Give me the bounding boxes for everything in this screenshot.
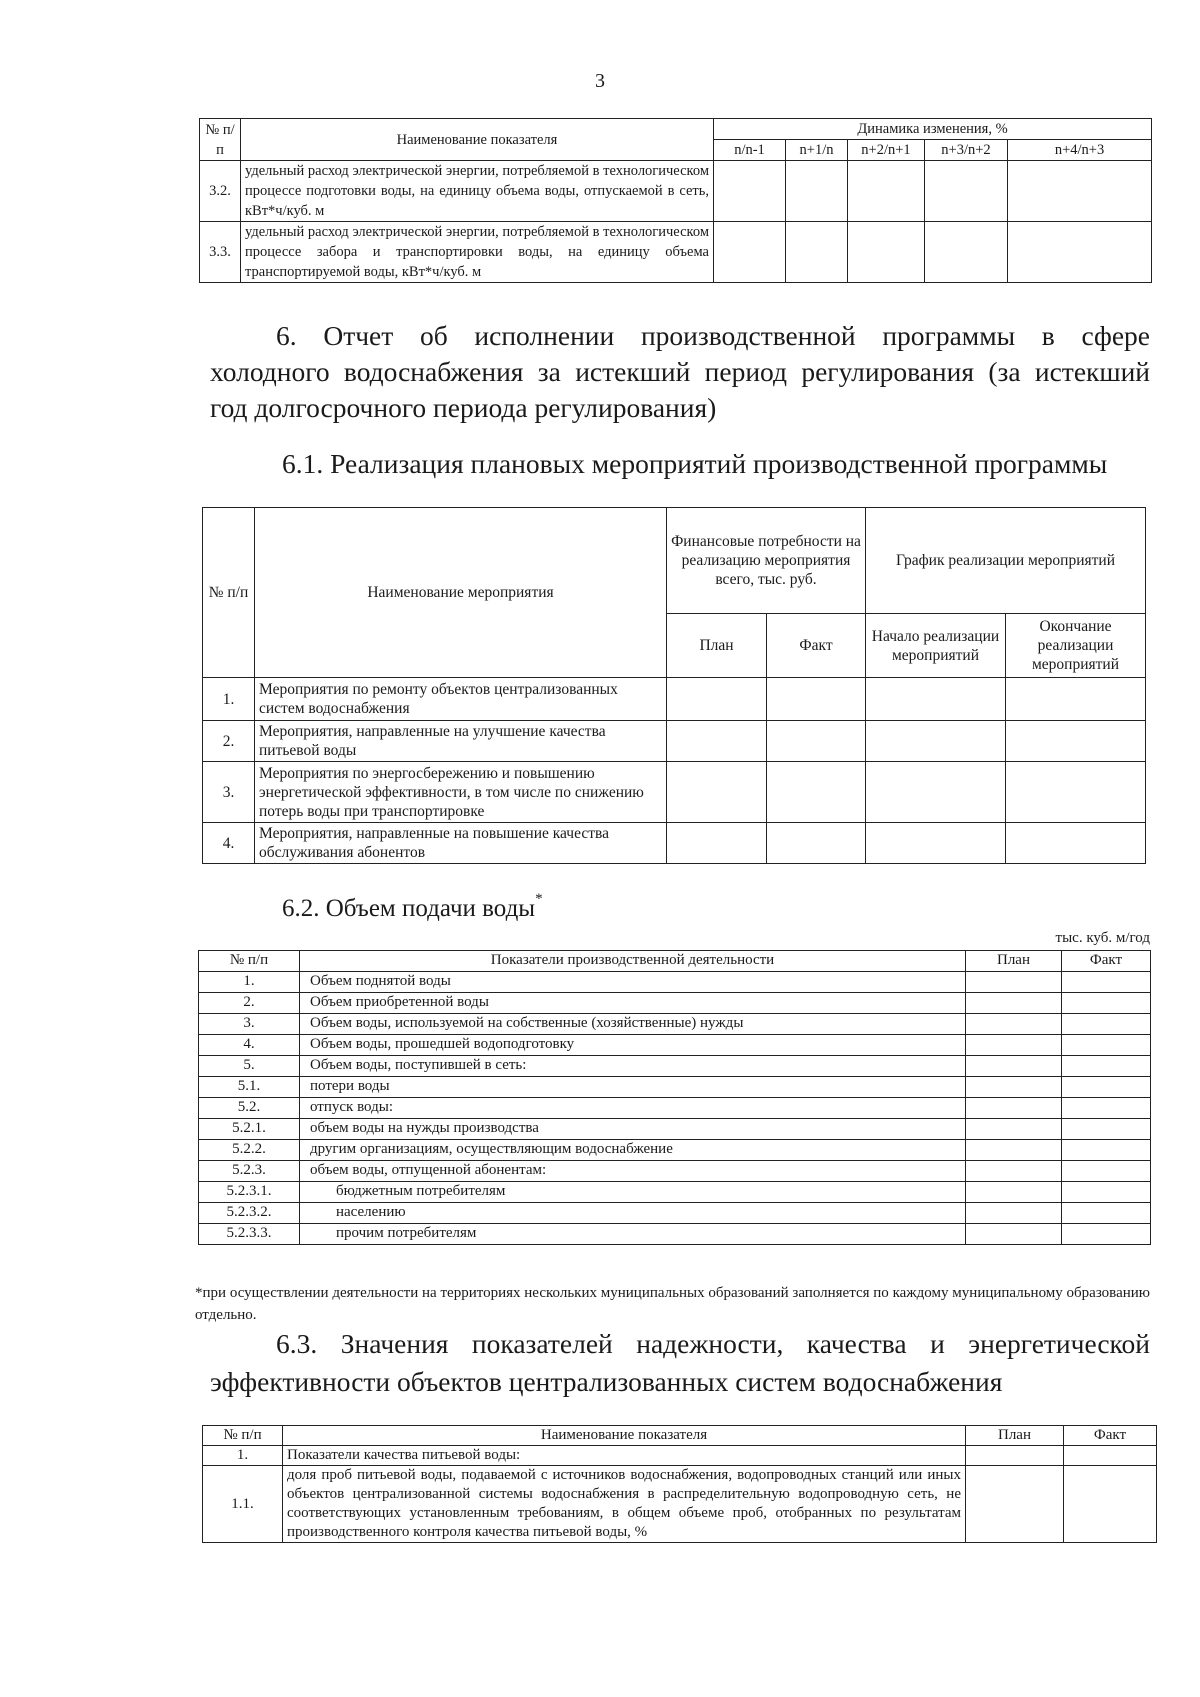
row-name: Мероприятия, направленные на повышение качества обслуживания абонентов bbox=[255, 823, 667, 864]
table-row bbox=[199, 1161, 1151, 1182]
table-row bbox=[203, 1446, 1157, 1466]
value-cell bbox=[966, 1098, 1062, 1119]
row-number: 5.2.3.2. bbox=[199, 1203, 300, 1224]
section-6-2-title: 6.2. Объем подачи воды* bbox=[282, 891, 543, 922]
table-row bbox=[199, 1224, 1151, 1245]
value-cell bbox=[966, 1466, 1064, 1543]
value-cell bbox=[966, 1056, 1062, 1077]
col-header-fact: Факт bbox=[1062, 951, 1151, 972]
quality-indicators-table bbox=[202, 1425, 1157, 1543]
table-row bbox=[199, 1077, 1151, 1098]
value-cell bbox=[1062, 1140, 1151, 1161]
value-cell bbox=[667, 762, 767, 823]
value-cell bbox=[966, 1203, 1062, 1224]
table-row bbox=[200, 161, 1152, 222]
row-number: 5. bbox=[199, 1056, 300, 1077]
value-cell bbox=[767, 762, 866, 823]
col-header-plan: План bbox=[667, 614, 767, 678]
table-row bbox=[203, 678, 1146, 721]
row-number: 1. bbox=[199, 972, 300, 993]
value-cell bbox=[866, 721, 1006, 762]
value-cell bbox=[667, 721, 767, 762]
value-cell bbox=[1008, 222, 1152, 283]
value-cell bbox=[966, 1077, 1062, 1098]
table-row bbox=[199, 993, 1151, 1014]
value-cell bbox=[966, 1014, 1062, 1035]
row-name: Объем приобретенной воды bbox=[300, 993, 966, 1014]
value-cell bbox=[667, 823, 767, 864]
table-row bbox=[199, 1203, 1151, 1224]
planned-measures-table bbox=[202, 507, 1146, 864]
row-number: 5.2.1. bbox=[199, 1119, 300, 1140]
row-name: прочим потребителям bbox=[300, 1224, 966, 1245]
col-header-end: Окончание реализации мероприятий bbox=[1006, 614, 1146, 678]
col-header-financing: Финансовые потребности на реализацию мероприятия всего, тыс. руб. bbox=[667, 508, 866, 614]
row-name: Объем воды, используемой на собственные (хозяйственные) нужды bbox=[300, 1014, 966, 1035]
value-cell bbox=[966, 1182, 1062, 1203]
table-row bbox=[199, 1119, 1151, 1140]
row-number: 3. bbox=[203, 762, 255, 823]
water-supply-volume-table bbox=[198, 950, 1151, 1245]
value-cell bbox=[1062, 1014, 1151, 1035]
value-cell bbox=[1062, 1224, 1151, 1245]
value-cell bbox=[966, 1035, 1062, 1056]
table-row bbox=[203, 823, 1146, 864]
footnote: *при осуществлении деятельности на территориях нескольких муниципальных образований заполняется по каждому муниципальному образованию отдельно. bbox=[195, 1285, 1150, 1323]
value-cell bbox=[1062, 1056, 1151, 1077]
value-cell bbox=[966, 972, 1062, 993]
section-6-3-heading bbox=[210, 1325, 1150, 1401]
page-number: 3 bbox=[595, 70, 605, 92]
row-number: 5.2.3.3. bbox=[199, 1224, 300, 1245]
row-number: 5.2. bbox=[199, 1098, 300, 1119]
value-cell bbox=[1062, 1161, 1151, 1182]
value-cell bbox=[848, 222, 925, 283]
row-name: отпуск воды: bbox=[300, 1098, 966, 1119]
col-header-plan: План bbox=[966, 951, 1062, 972]
value-cell bbox=[1006, 762, 1146, 823]
value-cell bbox=[966, 993, 1062, 1014]
value-cell bbox=[966, 1161, 1062, 1182]
row-name: Мероприятия по ремонту объектов централизованных систем водоснабжения bbox=[255, 678, 667, 721]
table-row bbox=[199, 1056, 1151, 1077]
value-cell bbox=[925, 161, 1008, 222]
heading-line: 6.3. Значения показателей надежности, качества и энергетической bbox=[276, 1328, 1150, 1359]
col-header-name: Показатели производственной деятельности bbox=[300, 951, 966, 972]
value-cell bbox=[848, 161, 925, 222]
row-name: удельный расход электрической энергии, потребляемой в технологическом процессе подготовки воды, на единицу объема воды, отпускаемой в сеть, кВт*ч/куб. м bbox=[241, 161, 714, 222]
value-cell bbox=[1062, 1098, 1151, 1119]
value-cell bbox=[966, 1224, 1062, 1245]
col-header-period: n+4/n+3 bbox=[1008, 140, 1152, 161]
row-number: 3.3. bbox=[200, 222, 241, 283]
col-header-no: № п/п bbox=[199, 951, 300, 972]
value-cell bbox=[925, 222, 1008, 283]
table-row bbox=[199, 1182, 1151, 1203]
table-row bbox=[199, 1098, 1151, 1119]
value-cell bbox=[714, 161, 786, 222]
row-number: 5.2.3. bbox=[199, 1161, 300, 1182]
value-cell bbox=[1062, 1077, 1151, 1098]
value-cell bbox=[1006, 823, 1146, 864]
value-cell bbox=[714, 222, 786, 283]
units-label: тыс. куб. м/год bbox=[1055, 930, 1150, 946]
section-6-1-title: 6.1. Реализация плановых мероприятий производственной программы bbox=[282, 448, 1108, 479]
value-cell bbox=[1062, 1203, 1151, 1224]
row-number: 1. bbox=[203, 678, 255, 721]
col-header-period: n/n-1 bbox=[714, 140, 786, 161]
col-header-schedule: График реализации мероприятий bbox=[866, 508, 1146, 614]
col-header-name: Наименование показателя bbox=[241, 119, 714, 161]
col-header-fact: Факт bbox=[767, 614, 866, 678]
col-header-no: № п/п bbox=[200, 119, 241, 161]
value-cell bbox=[786, 161, 848, 222]
value-cell bbox=[1064, 1446, 1157, 1466]
row-name: Объем воды, прошедшей водоподготовку bbox=[300, 1035, 966, 1056]
value-cell bbox=[1008, 161, 1152, 222]
row-name: объем воды на нужды производства bbox=[300, 1119, 966, 1140]
col-header-plan: План bbox=[966, 1426, 1064, 1446]
col-header-period: n+2/n+1 bbox=[848, 140, 925, 161]
table-row bbox=[203, 762, 1146, 823]
value-cell bbox=[1064, 1466, 1157, 1543]
indicators-dynamics-table bbox=[199, 118, 1152, 283]
value-cell bbox=[1062, 1119, 1151, 1140]
col-header-name: Наименование мероприятия bbox=[255, 508, 667, 678]
heading-line: холодного водоснабжения за истекший период регулирования (за истекший bbox=[210, 356, 1150, 387]
value-cell bbox=[1062, 1182, 1151, 1203]
value-cell bbox=[767, 823, 866, 864]
row-number: 5.2.3.1. bbox=[199, 1182, 300, 1203]
table-row bbox=[199, 972, 1151, 993]
col-header-name: Наименование показателя bbox=[283, 1426, 966, 1446]
row-number: 4. bbox=[199, 1035, 300, 1056]
row-number: 2. bbox=[199, 993, 300, 1014]
table-row bbox=[203, 721, 1146, 762]
value-cell bbox=[966, 1140, 1062, 1161]
row-name: Показатели качества питьевой воды: bbox=[283, 1446, 966, 1466]
value-cell bbox=[786, 222, 848, 283]
row-name: доля проб питьевой воды, подаваемой с источников водоснабжения, водопроводных станций или иных объектов централизованной системы водоснабжения в распределительную водопроводную сеть, не соответствующих установленным требованиям, в общем объеме проб, отобранных по результатам производственного контроля качества питьевой воды, % bbox=[283, 1466, 966, 1543]
row-number: 3. bbox=[199, 1014, 300, 1035]
value-cell bbox=[866, 762, 1006, 823]
row-name: Мероприятия, направленные на улучшение качества питьевой воды bbox=[255, 721, 667, 762]
value-cell bbox=[866, 678, 1006, 721]
heading-line: эффективности объектов централизованных систем водоснабжения bbox=[210, 1366, 1003, 1397]
col-header-no: № п/п bbox=[203, 508, 255, 678]
value-cell bbox=[667, 678, 767, 721]
footnote-mark: * bbox=[535, 891, 543, 907]
value-cell bbox=[1062, 972, 1151, 993]
row-number: 4. bbox=[203, 823, 255, 864]
row-name: удельный расход электрической энергии, потребляемой в технологическом процессе забора и транспортировки воды, на единицу объема транспортируемой воды, кВт*ч/куб. м bbox=[241, 222, 714, 283]
table-row bbox=[203, 1466, 1157, 1543]
value-cell bbox=[1062, 993, 1151, 1014]
table-row bbox=[200, 222, 1152, 283]
row-number: 2. bbox=[203, 721, 255, 762]
row-name: Объем воды, поступившей в сеть: bbox=[300, 1056, 966, 1077]
heading-line: 6. Отчет об исполнении производственной программы в сфере bbox=[276, 320, 1150, 351]
value-cell bbox=[1006, 678, 1146, 721]
row-number: 5.2.2. bbox=[199, 1140, 300, 1161]
section-6-heading bbox=[210, 318, 1150, 426]
value-cell bbox=[767, 678, 866, 721]
row-number: 1.1. bbox=[203, 1466, 283, 1543]
table-row bbox=[199, 1140, 1151, 1161]
value-cell bbox=[1062, 1035, 1151, 1056]
row-name: другим организациям, осуществляющим водоснабжение bbox=[300, 1140, 966, 1161]
row-number: 1. bbox=[203, 1446, 283, 1466]
col-header-start: Начало реализации мероприятий bbox=[866, 614, 1006, 678]
row-number: 5.1. bbox=[199, 1077, 300, 1098]
row-name: населению bbox=[300, 1203, 966, 1224]
col-header-fact: Факт bbox=[1064, 1426, 1157, 1446]
col-header-period: n+3/n+2 bbox=[925, 140, 1008, 161]
value-cell bbox=[866, 823, 1006, 864]
col-header-period: n+1/n bbox=[786, 140, 848, 161]
row-name: бюджетным потребителям bbox=[300, 1182, 966, 1203]
heading-line: год долгосрочного периода регулирования) bbox=[210, 392, 717, 423]
row-name: Мероприятия по энергосбережению и повышению энергетической эффективности, в том числе по снижению потерь воды при транспортировке bbox=[255, 762, 667, 823]
row-name: потери воды bbox=[300, 1077, 966, 1098]
value-cell bbox=[767, 721, 866, 762]
col-header-no: № п/п bbox=[203, 1426, 283, 1446]
col-header-dynamics: Динамика изменения, % bbox=[714, 119, 1152, 140]
row-name: Объем поднятой воды bbox=[300, 972, 966, 993]
value-cell bbox=[966, 1119, 1062, 1140]
row-number: 3.2. bbox=[200, 161, 241, 222]
table-row bbox=[199, 1035, 1151, 1056]
table-row bbox=[199, 1014, 1151, 1035]
row-name: объем воды, отпущенной абонентам: bbox=[300, 1161, 966, 1182]
value-cell bbox=[1006, 721, 1146, 762]
value-cell bbox=[966, 1446, 1064, 1466]
